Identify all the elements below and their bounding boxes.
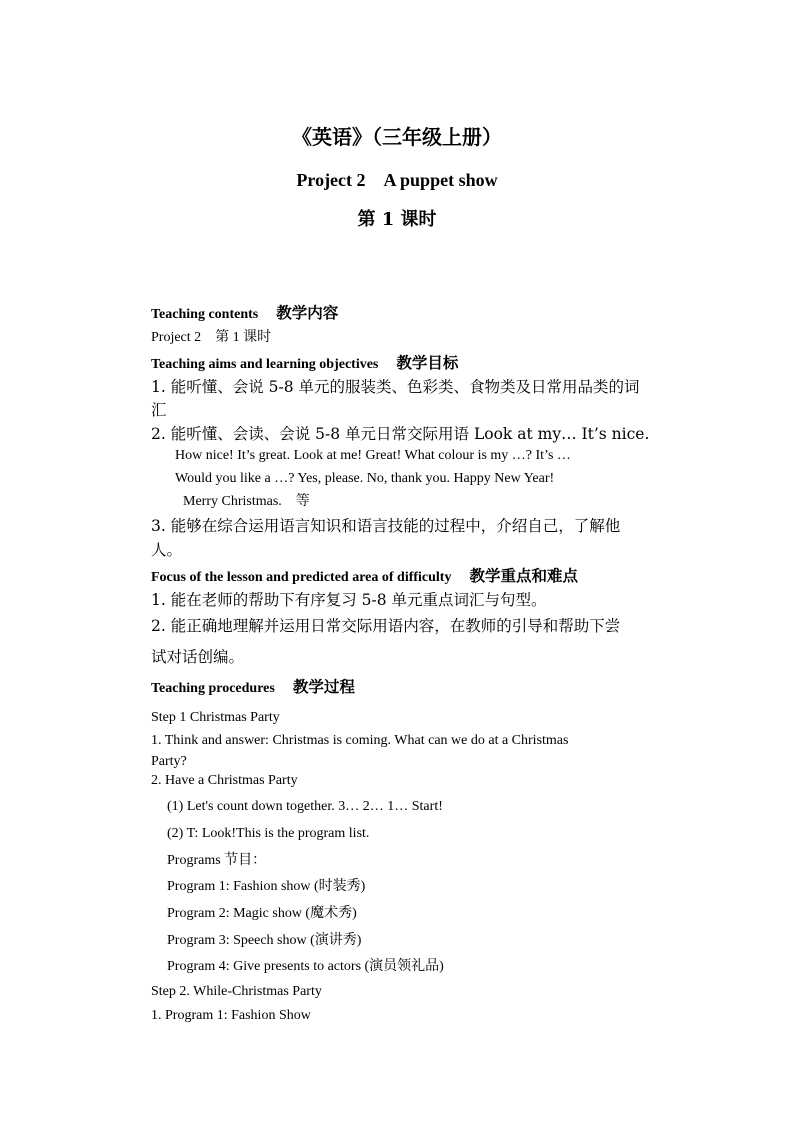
aim-3-line-1: 3. 能够在综合运用语言知识和语言技能的过程中，介绍自己，了解他 <box>151 517 621 535</box>
book-title: 《英语》（三年级上册） <box>292 125 502 149</box>
aim-2-line-3: Would you like a …? Yes, please. No, thank you. Happy New Year! <box>175 471 555 486</box>
lesson-title: 第 1 课时 <box>357 209 437 230</box>
contents-heading-zh: 教学内容 <box>276 303 339 322</box>
aim-1-line-1: 1. 能听懂、会说 5-8 单元的服装类、色彩类、食物类及日常用品类的词 <box>151 378 640 396</box>
focus-heading <box>151 565 643 589</box>
step-1-title: Step 1 Christmas Party <box>151 710 280 725</box>
procedures-heading-en: Teaching procedures <box>151 681 275 696</box>
step-2-item-1: 1. Program 1: Fashion Show <box>151 1008 311 1023</box>
procedures-heading-zh: 教学过程 <box>292 677 355 696</box>
focus-item-2-line-1: 2. 能正确地理解并运用日常交际用语内容，在教师的引导和帮助下尝 <box>151 617 621 635</box>
focus-item-2-line-2: 试对话创编。 <box>151 648 245 666</box>
contents-heading-en: Teaching contents <box>151 307 259 322</box>
contents-line: Project 2 第 1 课时 <box>151 330 272 345</box>
program-1: Program 1: Fashion show (时装秀) <box>167 879 366 894</box>
focus-heading-zh: 教学重点和难点 <box>469 566 578 585</box>
contents-heading <box>151 302 643 326</box>
aims-heading-en: Teaching aims and learning objectives <box>151 357 379 372</box>
focus-item-1: 1. 能在老师的帮助下有序复习 5-8 单元重点词汇与句型。 <box>151 591 547 609</box>
step-1-item-2: 2. Have a Christmas Party <box>151 773 298 788</box>
program-4: Program 4: Give presents to actors (演员领礼品) <box>167 959 444 974</box>
aims-heading <box>151 352 643 376</box>
sub-step-2: (2) T: Look!This is the program list. <box>167 826 370 841</box>
aim-1-line-2: 汇 <box>151 401 167 419</box>
aim-2-line-2: How nice! It’s great. Look at me! Great! What colour is my …? It’s … <box>175 448 571 463</box>
aim-2-line-1: 2. 能听懂、会读、会说 5-8 单元日常交际用语 Look at my… It’s nice. <box>151 425 650 443</box>
aim-3-line-2: 人。 <box>151 541 183 559</box>
aim-2-line-4: Merry Christmas. 等 <box>183 494 310 509</box>
step-2-title: Step 2. While-Christmas Party <box>151 984 322 999</box>
programs-label: Programs 节目： <box>167 853 267 868</box>
project-title: Project 2 A puppet show <box>296 170 498 190</box>
program-2: Program 2: Magic show (魔术秀) <box>167 906 357 921</box>
procedures-heading <box>151 676 643 700</box>
aims-heading-zh: 教学目标 <box>396 353 459 372</box>
program-3: Program 3: Speech show (演讲秀) <box>167 933 362 948</box>
focus-heading-en: Focus of the lesson and predicted area of difficulty <box>151 570 452 585</box>
sub-step-1: (1) Let's count down together. 3… 2… 1… Start! <box>167 799 443 814</box>
step-1-item-1-line-2: Party? <box>151 754 187 769</box>
step-1-item-1-line-1: 1. Think and answer: Christmas is coming. What can we do at a Christmas <box>151 733 569 748</box>
